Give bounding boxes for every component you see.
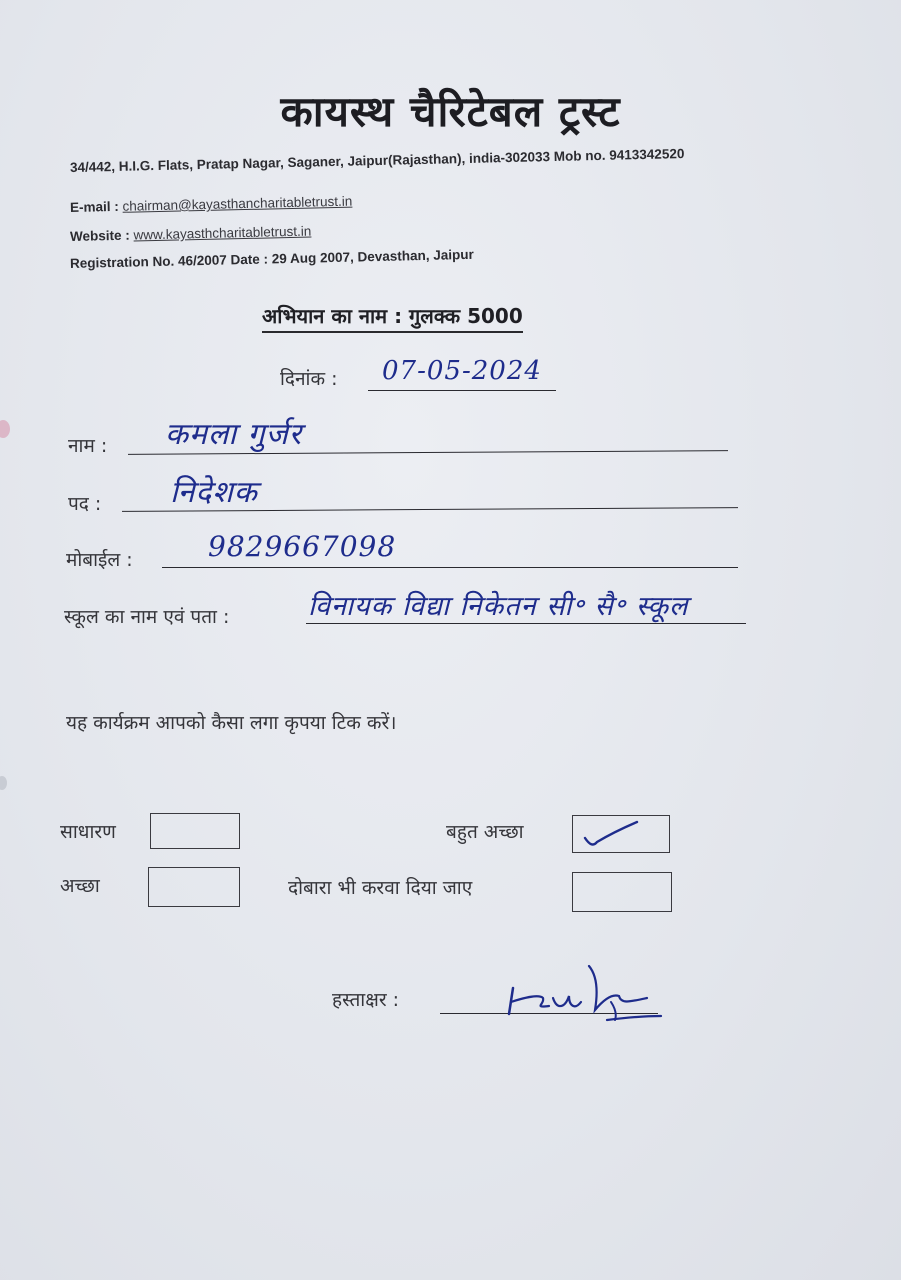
mobile-value: 9829667098 [208, 530, 397, 563]
option-very-good-checkbox[interactable] [572, 815, 670, 853]
option-very-good-label: बहुत अच्छा [446, 821, 524, 843]
signature-mark [505, 958, 665, 1028]
email-label: E-mail : [69, 198, 119, 215]
option-ordinary-label: साधारण [60, 821, 116, 843]
date-line [368, 390, 556, 391]
email-link[interactable]: chairman@kayasthancharitabletrust.in [122, 193, 353, 214]
name-value: कमला गुर्जर [165, 417, 303, 452]
post-value: निदेशक [170, 475, 258, 510]
name-label: नाम : [68, 435, 108, 457]
website-link[interactable]: www.kayasthcharitabletrust.in [133, 223, 312, 243]
post-label: पद : [68, 493, 102, 515]
trust-title: कायस्थ चैरिटेबल ट्रस्ट [280, 87, 621, 136]
mobile-label: मोबाईल : [66, 549, 133, 571]
website-line [70, 224, 312, 244]
email-line [70, 194, 353, 215]
option-repeat-checkbox[interactable] [572, 872, 672, 912]
date-value: 07-05-2024 [382, 356, 542, 386]
option-good-checkbox[interactable] [148, 867, 240, 907]
school-value: विनायक विद्या निकेतन सी॰ सै॰ स्कूल [308, 591, 689, 622]
campaign-name: अभियान का नाम : गुलक्क 5000 [262, 302, 523, 333]
registration-line: Registration No. 46/2007 Date : 29 Aug 2007, Devasthan, Jaipur [69, 246, 474, 271]
school-line [306, 623, 746, 624]
website-label: Website : [69, 227, 130, 244]
school-label: स्कूल का नाम एवं पता : [64, 606, 230, 628]
signature-label: हस्ताक्षर : [332, 989, 400, 1011]
date-label: दिनांक : [280, 368, 338, 390]
tick-mark-icon [571, 814, 669, 852]
mobile-line [162, 567, 738, 568]
paper-speck [0, 420, 10, 438]
option-ordinary-checkbox[interactable] [150, 813, 240, 849]
paper-speck [0, 776, 7, 790]
option-good-label: अच्छा [60, 875, 100, 897]
option-repeat-label: दोबारा भी करवा दिया जाए [288, 877, 473, 899]
feedback-question: यह कार्यक्रम आपको कैसा लगा कृपया टिक करें। [66, 712, 397, 734]
address-line: 34/442, H.I.G. Flats, Pratap Nagar, Saganer, Jaipur(Rajasthan), india-302033 Mob no. 9413342520 [69, 146, 685, 175]
